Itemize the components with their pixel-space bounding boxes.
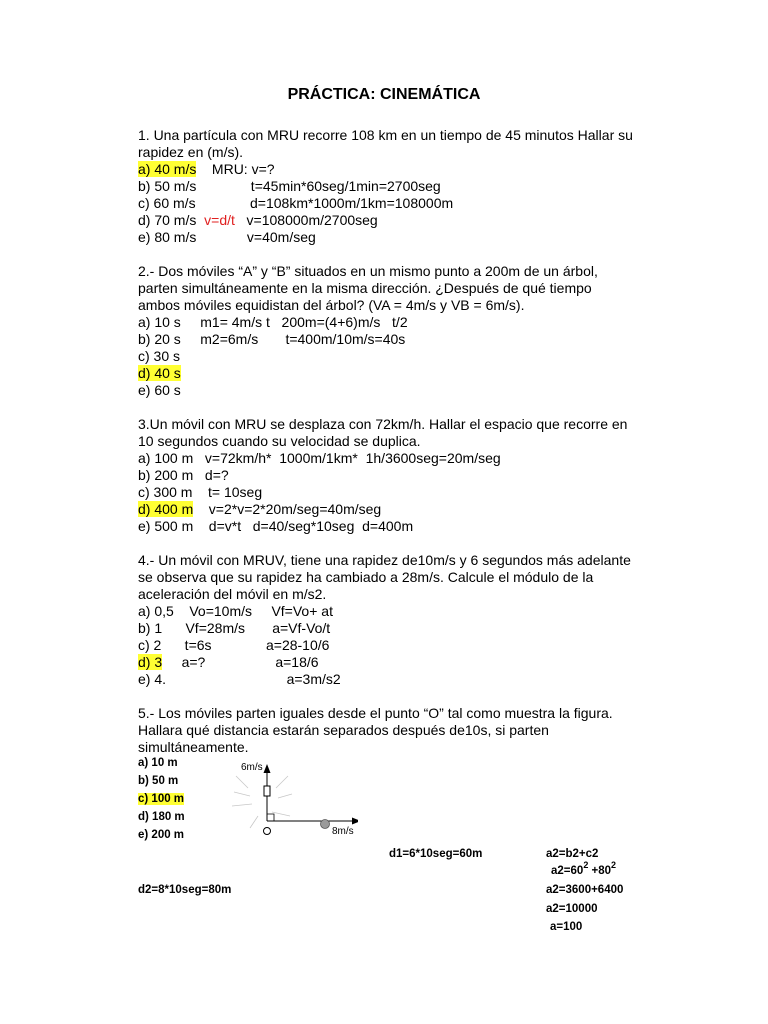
- q4-option-e: e) 4. a=3m/s2: [138, 671, 341, 687]
- up-arrow-icon: [264, 764, 271, 773]
- q1-d-label: d) 70 m/s: [138, 212, 205, 228]
- q5-option-d: d) 180 m: [138, 811, 185, 823]
- q3-option-b: b) 200 m d=?: [138, 467, 229, 483]
- page-title: PRÁCTICA: CINEMÁTICA: [287, 86, 481, 103]
- right-angle-mark: [267, 814, 274, 821]
- q5-statement-cont2: simultáneamente.: [138, 739, 249, 755]
- q5-work-d1: d1=6*10seg=60m: [389, 848, 483, 860]
- q4-option-b: b) 1 Vf=28m/s a=Vf-Vo/t: [138, 620, 331, 636]
- q3-option-a: a) 100 m v=72km/h* 1000m/1km* 1h/3600seg=20m/seg: [138, 450, 501, 466]
- q1-option-d: [138, 212, 378, 229]
- q1-answer-highlight: a) 40 m/s: [138, 161, 197, 177]
- q4-statement-cont1: se observa que su rapidez ha cambiado a 28m/s. Calcule el módulo de la: [138, 569, 594, 585]
- eq2-mid: +80: [588, 865, 612, 877]
- q1-work-a: MRU: v=?: [196, 161, 275, 177]
- q4-option-d: [138, 654, 319, 671]
- q5-work-eq4: a2=10000: [546, 903, 598, 915]
- q4-work-d: a=? a=18/6: [162, 654, 319, 670]
- horizontal-mobile-ball: [321, 820, 330, 829]
- right-arrow-icon: [352, 818, 358, 825]
- q2-option-a: a) 10 s m1= 4m/s t 200m=(4+6)m/s t/2: [138, 314, 408, 330]
- q2-option-c: c) 30 s: [138, 348, 181, 364]
- eq2-exponent-2: 2: [611, 860, 617, 870]
- q3-option-e: e) 500 m d=v*t d=40/seg*10seg d=400m: [138, 518, 414, 534]
- q2-answer-highlight: d) 40 s: [138, 365, 181, 381]
- q1-formula-red: v=d/t: [204, 212, 235, 228]
- q5-work-eq1: a2=b2+c2: [546, 848, 599, 860]
- q4-option-c: c) 2 t=6s a=28-10/6: [138, 637, 330, 653]
- q1-option-e: e) 80 m/s v=40m/seg: [138, 229, 316, 245]
- vertical-mobile-block: [264, 786, 270, 796]
- figure-sketch-lines: [232, 776, 292, 828]
- q5-work-eq5: a=100: [550, 921, 583, 933]
- q1-work-d: v=108000m/2700seg: [234, 212, 378, 228]
- q2-statement: 2.- Dos móviles “A” y “B” situados en un mismo punto a 200m de un árbol,: [138, 263, 598, 279]
- q5-statement: 5.- Los móviles parten iguales desde el punto “O” tal como muestra la figura.: [138, 705, 613, 721]
- figure-label-8ms: 8m/s: [332, 826, 354, 837]
- origin-point: [264, 828, 271, 835]
- q1-statement-cont: rapidez en (m/s).: [138, 144, 244, 160]
- q3-statement-cont: 10 segundos cuando su velocidad se duplica.: [138, 433, 421, 449]
- q4-statement-cont2: aceleración del móvil en m/s2.: [138, 586, 327, 602]
- q4-statement: 4.- Un móvil con MRUV, tiene una rapidez de10m/s y 6 segundos más adelante: [138, 552, 631, 568]
- q4-option-a: a) 0,5 Vo=10m/s Vf=Vo+ at: [138, 603, 333, 619]
- q5-option-b: b) 50 m: [138, 775, 179, 787]
- q1-statement: 1. Una partícula con MRU recorre 108 km en un tiempo de 45 minutos Hallar su: [138, 127, 633, 143]
- q3-statement: 3.Un móvil con MRU se desplaza con 72km/h. Hallar el espacio que recorre en: [138, 416, 628, 432]
- q3-option-d: [138, 501, 381, 518]
- q2-option-d: [138, 365, 181, 382]
- q3-option-c: c) 300 m t= 10seg: [138, 484, 263, 500]
- q5-answer-highlight: c) 100 m: [138, 793, 185, 805]
- q5-statement-cont1: Hallara qué distancia estarán separados después de10s, si parten: [138, 722, 549, 738]
- figure-label-6ms: 6m/s: [241, 762, 263, 773]
- q4-answer-highlight: d) 3: [138, 654, 163, 670]
- q5-option-a: a) 10 m: [138, 757, 178, 769]
- q1-option-b: b) 50 m/s t=45min*60seg/1min=2700seg: [138, 178, 441, 194]
- q1-option-c: c) 60 m/s d=108km*1000m/1km=108000m: [138, 195, 454, 211]
- q5-option-e: e) 200 m: [138, 829, 185, 841]
- q5-option-c: [138, 792, 184, 806]
- q5-work-eq2: [551, 860, 617, 878]
- eq2-base: a2=60: [551, 865, 584, 877]
- q3-work-d: v=2*v=2*20m/seg=40m/seg: [193, 501, 382, 517]
- q2-option-e: e) 60 s: [138, 382, 181, 398]
- q5-work-eq3: a2=3600+6400: [546, 884, 624, 896]
- q2-statement-cont2: ambos móviles equidistan del árbol? (VA = 4m/s y VB = 6m/s).: [138, 297, 525, 313]
- q2-option-b: b) 20 s m2=6m/s t=400m/10m/s=40s: [138, 331, 406, 347]
- q1-option-a: [138, 161, 275, 178]
- q3-answer-highlight: d) 400 m: [138, 501, 194, 517]
- q2-statement-cont1: parten simultáneamente en la misma dirección. ¿Después de qué tiempo: [138, 280, 592, 296]
- eq2-exponent-1: 2: [583, 860, 589, 870]
- q5-work-d2: d2=8*10seg=80m: [138, 884, 232, 896]
